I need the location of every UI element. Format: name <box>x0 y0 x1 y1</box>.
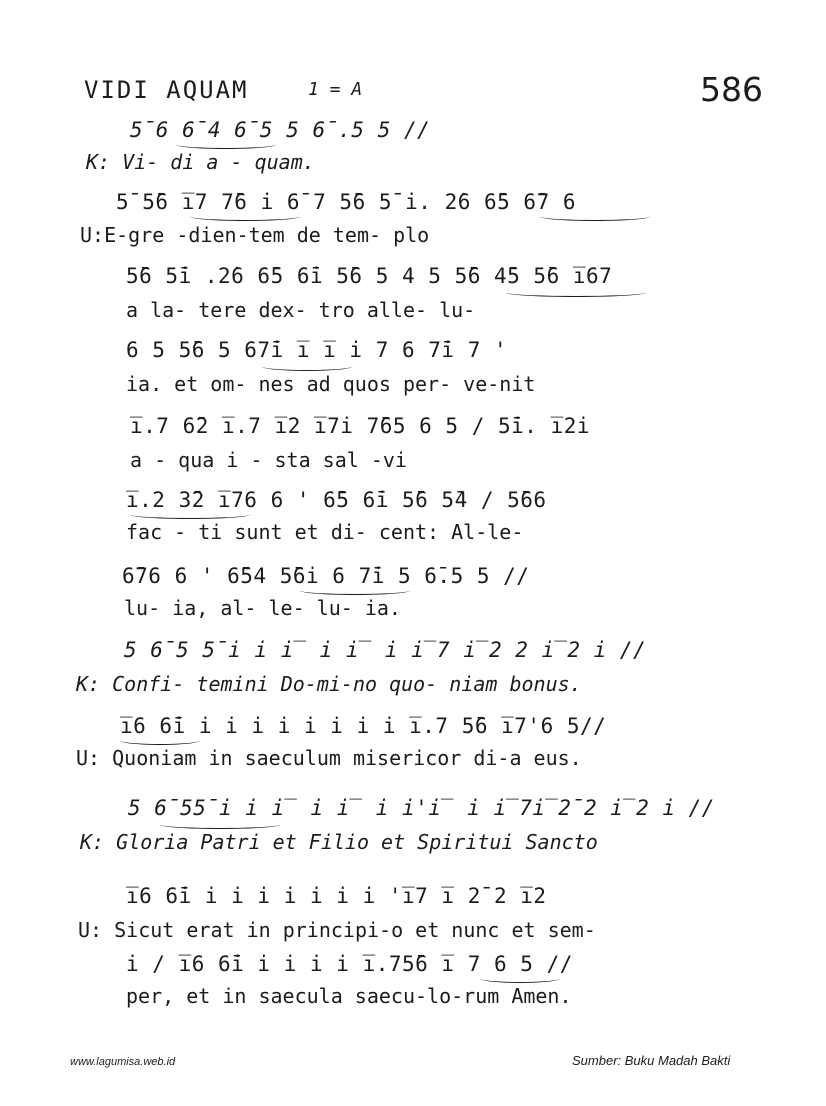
notation-line-8: 5 6̄5 5̄i i i̅ i i̅ i i̅7 i̅2 2 i̅2 i // <box>124 638 647 662</box>
notation-line-3: 5̄6 5̄i .2̇6 6̄5 6̄i 5̄6 5 4 5 5̄6 4̄5 5̄6 i̅67 <box>126 264 613 288</box>
notation-line-2: 5̄ 5̄6 i̅7 7̄6 i 6̄ 7 5̄6 5̄ i. 2̇6 6̄5 6̄7 6 <box>116 190 577 214</box>
notation-line-4: 6 5 5̄6 5 67̄i i̅ i̅ i 7 6 7̄i 7 ' <box>126 338 508 362</box>
slur <box>480 974 560 983</box>
lyrics-line-5: a - qua i - sta sal -vi <box>130 448 407 472</box>
notation-line-5: i̅.7 6̄2 i̅.7 i̅2 i̅7i 7̄65 6 5 / 5̄i. i̅2i <box>130 414 591 438</box>
lyrics-line-2: U:E-gre -dien-tem de tem- plo <box>80 223 430 247</box>
notation-line-7: 6̄76 6 ' 6̄54 5̄6i 6 7̄i 5 6̄.5 5 // <box>122 564 530 588</box>
song-key: 1 = A <box>308 79 363 100</box>
notation-line-9: i̅6 6̄i i i i i i i i i i̅.7 5̄6 i̅7'6 5// <box>120 714 607 738</box>
lyrics-line-7: lu- ia, al- le- lu- ia. <box>124 596 401 620</box>
slur <box>130 510 250 519</box>
lyrics-line-8: K: Confi- temini Do-mi-no quo- niam bonus. <box>76 672 582 696</box>
lyrics-line-4: ia. et om- nes ad quos per- ve-nit <box>126 372 536 396</box>
slur <box>506 288 646 297</box>
lyrics-line-10: K: Gloria Patri et Filio et Spiritui Sancto <box>80 830 598 854</box>
lyrics-line-1: K: Vi- di a - quam. <box>86 150 315 174</box>
notation-line-10: 5 6̄55̄i i i̅ i i̅ i i'i̅ i i̅7i̅2̄2 i̅2 i // <box>128 796 715 820</box>
notation-line-6: i̅.2 3̄2 i̅76 6 ' 6̄5 6̄i 5̄6 5̄4 / 5̄66 <box>126 488 547 512</box>
slur <box>160 820 280 829</box>
notation-line-12: i / i̅6 6̄i i i i i i̅.75̄6 i̅ 7 6 5 // <box>126 952 573 976</box>
page-number: 586 <box>700 70 763 109</box>
slur <box>300 586 410 595</box>
slur <box>540 212 650 221</box>
lyrics-line-9: U: Quoniam in saeculum misericor di-a eus. <box>76 746 582 770</box>
footer-source: Sumber: Buku Madah Bakti <box>572 1053 731 1068</box>
lyrics-line-12: per, et in saecula saecu-lo-rum Amen. <box>126 984 572 1008</box>
slur <box>120 736 200 745</box>
lyrics-line-3: a la- tere dex- tro alle- lu- <box>126 298 476 322</box>
footer-website: www.lagumisa.web.id <box>70 1056 176 1068</box>
slur <box>190 212 300 221</box>
lyrics-line-6: fac - ti sunt et di- cent: Al-le- <box>126 520 524 544</box>
slur <box>176 140 276 149</box>
notation-line-1: 5̄6 6̄4 6̄5 5 6̄.5 5 // <box>130 118 431 142</box>
notation-line-11: i̅6 6̄i i i i i i i i 'i̅7 i̅ 2̄ 2 i̅2 <box>126 884 547 908</box>
song-title: VIDI AQUAM <box>84 76 249 104</box>
lyrics-line-11: U: Sicut erat in principi-o et nunc et sem- <box>78 918 596 942</box>
slur <box>262 362 352 371</box>
